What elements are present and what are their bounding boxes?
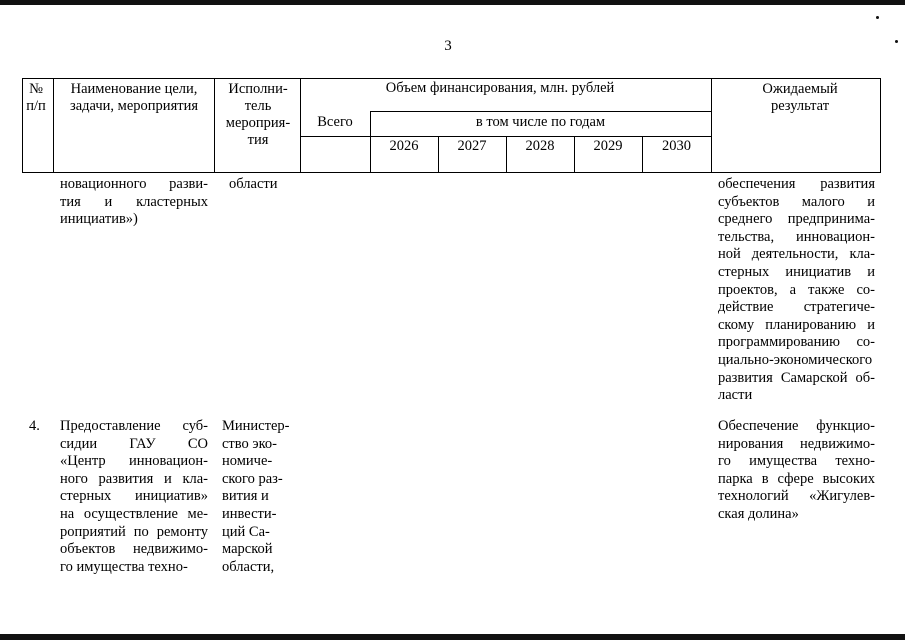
cell-result-line: го имущества техно- xyxy=(718,453,875,470)
header-funding: Объем финансирования, млн. рублей xyxy=(385,80,615,96)
header-executor: Исполни-тель мероприя-тия xyxy=(225,81,291,148)
cell-executor-line: номиче- xyxy=(222,453,273,470)
cell-name-line: Предоставление суб- xyxy=(60,418,208,434)
cell-name-line: тия и кластерных xyxy=(60,193,208,210)
cell-result-line: обеспечения развития xyxy=(718,176,875,192)
cell-result-line: субъектов малого и xyxy=(718,193,875,210)
cell-result-line: тельства, инновацион- xyxy=(718,228,875,245)
row-4-executor xyxy=(222,418,292,576)
cell-name-line: роприятий по ремонту xyxy=(60,523,208,540)
scan-top-border xyxy=(0,0,905,5)
cell-result-line: ной деятельности, кла- xyxy=(718,246,875,263)
cell-result-line: циально-экономического xyxy=(718,351,873,368)
scan-speck xyxy=(876,16,879,19)
row-continuation-result xyxy=(718,176,875,405)
cell-executor-line: ство эко- xyxy=(222,435,278,452)
cell-name-line: стерных инициатив» xyxy=(60,488,208,505)
cell-executor-line: марской xyxy=(222,541,273,558)
cell-result-line: ласти xyxy=(718,387,753,404)
cell-executor-line: инвести- xyxy=(222,505,277,522)
year-2029: 2029 xyxy=(593,138,623,154)
cell-name-line: объектов недвижимо- xyxy=(60,541,208,558)
cell-name-line: го имущества техно- xyxy=(60,558,188,575)
year-2027: 2027 xyxy=(457,138,487,154)
header-num: № п/п xyxy=(26,81,46,114)
cell-result-line: ская долина» xyxy=(718,505,799,522)
cell-name-line: «Центр инновацион- xyxy=(60,453,208,470)
cell-result-line: действие стратегиче- xyxy=(718,299,875,316)
cell-executor-line: ского раз- xyxy=(222,470,283,487)
cell-name-line: ного развития и кла- xyxy=(60,470,208,487)
header-result: Ожидаемый результат xyxy=(762,81,838,114)
cell-executor-line: ций Са- xyxy=(222,523,270,540)
year-2030: 2030 xyxy=(662,138,691,154)
cell-result-line: Обеспечение функцио- xyxy=(718,418,875,434)
row-4-number: 4. xyxy=(29,418,40,434)
header-by-years: в том числе по годам xyxy=(475,114,606,130)
cell-result-line: проектов, а также со- xyxy=(718,281,875,298)
cell-executor-line: области xyxy=(229,176,278,192)
cell-result-line: скому планированию и xyxy=(718,316,875,333)
header-total: Всего xyxy=(317,114,353,130)
cell-result-line: развития Самарской об- xyxy=(718,369,875,386)
cell-result-line: программированию со- xyxy=(718,334,875,351)
cell-result-line: стерных инициатив и xyxy=(718,263,875,280)
row-continuation-executor xyxy=(229,176,299,194)
cell-executor-line: Министер- xyxy=(222,418,290,434)
cell-executor-line: области, xyxy=(222,558,275,575)
year-2028: 2028 xyxy=(525,138,555,154)
cell-name-line: сидии ГАУ СО xyxy=(60,435,208,452)
cell-result-line: парка в сфере высоких xyxy=(718,470,875,487)
year-2026: 2026 xyxy=(389,138,419,154)
cell-result-line: среднего предпринима- xyxy=(718,211,875,228)
cell-name-line: новационного разви- xyxy=(60,176,208,192)
row-continuation-name xyxy=(60,176,208,229)
cell-result-line: технологий «Жигулев- xyxy=(718,488,875,505)
cell-executor-line: вития и xyxy=(222,488,269,505)
cell-result-line: нирования недвижимо- xyxy=(718,435,875,452)
page-number: 3 xyxy=(444,38,452,54)
row-4-result xyxy=(718,418,875,524)
cell-name-line: инициатив») xyxy=(60,211,138,228)
cell-name-line: на осуществление ме- xyxy=(60,505,208,522)
scan-speck xyxy=(895,40,898,43)
header-name: Наименование цели, задачи, мероприятия xyxy=(69,81,198,114)
row-4-name xyxy=(60,418,208,576)
scan-bottom-border xyxy=(0,634,905,640)
